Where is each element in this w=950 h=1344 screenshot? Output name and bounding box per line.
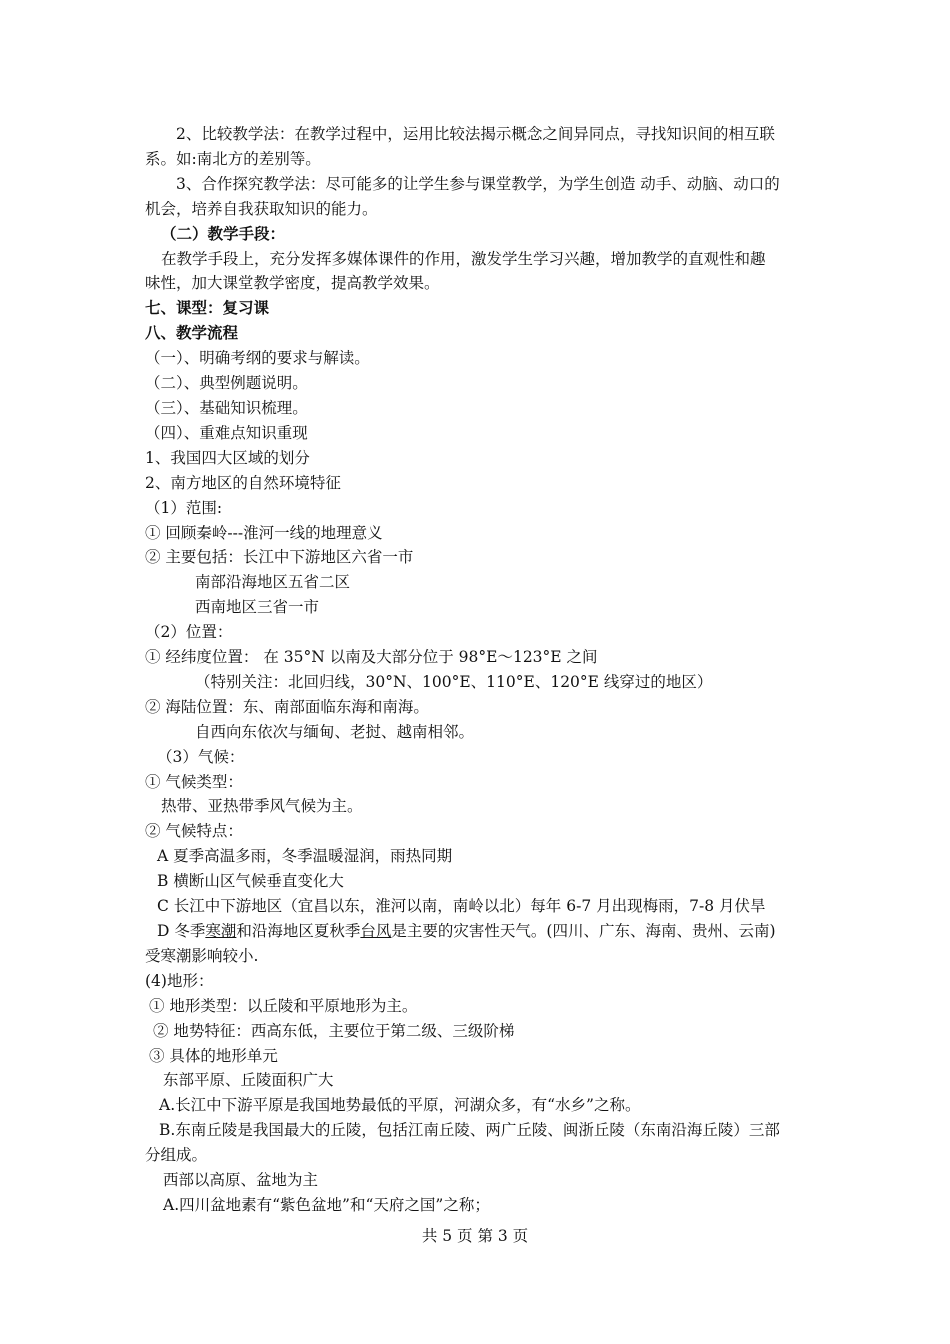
section-heading: 八、教学流程: [145, 323, 239, 343]
text-run: 是主要的灾害性天气。(四川、广东、海南、贵州、云南): [391, 922, 776, 940]
paragraph-line: 分组成。: [145, 1146, 208, 1165]
list-item: ② 主要包括：长江中下游地区六省一市: [145, 548, 414, 567]
list-item: 南部沿海地区五省二区: [195, 573, 351, 592]
list-item: ① 地形类型：以丘陵和平原地形为主。: [149, 996, 418, 1015]
section-heading: （二）教学手段：: [161, 223, 286, 243]
list-item: （四）、重难点知识重现: [145, 423, 308, 442]
list-item: （二）、典型例题说明。: [145, 374, 308, 393]
list-item: (4)地形：: [145, 971, 214, 990]
paragraph-line: 受寒潮影响较小.: [145, 946, 259, 965]
list-item: ② 海陆位置：东、南部面临东海和南海。: [145, 697, 429, 716]
underlined-term: 台风: [360, 922, 392, 940]
list-item: 2、南方地区的自然环境特征: [145, 473, 341, 492]
paragraph-line: 系。如:南北方的差别等。: [145, 149, 321, 168]
list-item: ① 经纬度位置： 在 35°N 以南及大部分位于 98°E～123°E 之间: [145, 648, 598, 667]
paragraph-line: 机会，培养自我获取知识的能力。: [145, 199, 378, 218]
underlined-term: 寒潮: [205, 922, 237, 940]
list-item-d: [145, 919, 807, 944]
list-item: （1）范围:: [145, 498, 223, 517]
document-body: [145, 122, 807, 1218]
list-item: 自西向东依次与缅甸、老挝、越南相邻。: [195, 722, 475, 741]
section-heading: 七、课型：复习课: [145, 298, 270, 318]
list-item: ② 地势特征：西高东低，主要位于第二级、三级阶梯: [153, 1021, 515, 1040]
list-item: （三）、基础知识梳理。: [145, 398, 308, 417]
list-item: A.长江中下游平原是我国地势最低的平原，河湖众多，有“水乡”之称。: [159, 1096, 641, 1115]
paragraph-line: 味性，加大课堂教学密度，提高教学效果。: [145, 274, 440, 293]
paragraph-line: 2、比较教学法：在教学过程中，运用比较法揭示概念之间异同点，寻找知识间的相互联: [176, 125, 775, 143]
list-item: 西南地区三省一市: [195, 598, 320, 617]
list-item: ① 气候类型：: [145, 772, 243, 791]
list-item: （一）、明确考纲的要求与解读。: [145, 349, 370, 368]
list-item: 东部平原、丘陵面积广大: [163, 1071, 334, 1090]
list-item: 西部以高原、盆地为主: [163, 1171, 319, 1190]
list-item: A.四川盆地素有“紫色盆地”和“天府之国”之称；: [163, 1195, 490, 1214]
list-item: （特别关注：北回归线，30°N、100°E、110°E、120°E 线穿过的地区）: [195, 672, 713, 691]
list-item: C 长江中下游地区（宜昌以东，淮河以南，南岭以北）每年 6-7 月出现梅雨，7-8 月伏旱: [157, 897, 766, 916]
list-item: B.东南丘陵是我国最大的丘陵，包括江南丘陵、两广丘陵、闽浙丘陵（东南沿海丘陵）三部: [159, 1121, 780, 1140]
text-run: 和沿海地区夏秋季: [236, 922, 361, 940]
list-item: B 横断山区气候垂直变化大: [157, 872, 344, 891]
list-item: （2）位置：: [145, 623, 233, 642]
list-item: ① 回顾秦岭---淮河一线的地理意义: [145, 523, 383, 542]
page-footer: 共 5 页 第 3 页: [421, 1227, 529, 1245]
list-item: 热带、亚热带季风气候为主。: [161, 797, 363, 816]
list-item: A 夏季高温多雨，冬季温暖湿润，雨热同期: [157, 847, 453, 866]
list-item: ② 气候特点：: [145, 822, 243, 841]
list-item: 1、我国四大区域的划分: [145, 448, 310, 467]
list-item: （3）气候：: [157, 747, 245, 766]
paragraph-line: 在教学手段上，充分发挥多媒体课件的作用，激发学生学习兴趣，增加教学的直观性和趣: [161, 249, 766, 268]
list-item: ③ 具体的地形单元: [149, 1046, 278, 1065]
text-run: D 冬季: [157, 922, 206, 940]
paragraph-line: 3、合作探究教学法：尽可能多的让学生参与课堂教学，为学生创造 动手、动脑、动口的: [176, 174, 780, 193]
